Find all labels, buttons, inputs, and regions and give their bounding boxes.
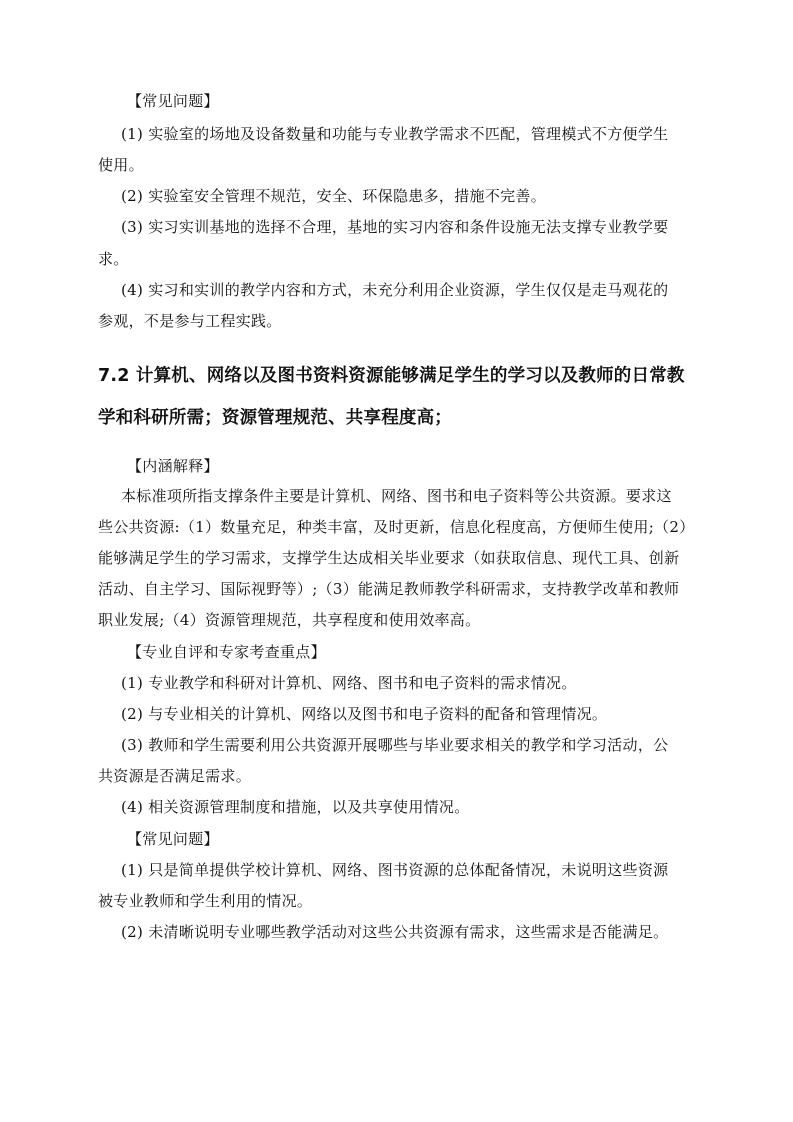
section-label-common-problems-2: 【常见问题】 — [127, 830, 219, 848]
problem2-item-1-line2: 被专业教师和学生利用的情况。 — [98, 892, 313, 910]
problem-item-3-line1: (3) 实习实训基地的选择不合理，基地的实习内容和条件设施无法支撑专业教学要 — [121, 218, 669, 236]
connotation-line-2: 些公共资源:（1）数量充足，种类丰富，及时更新，信息化程度高，方便师生使用;（2） — [98, 518, 695, 536]
focus-item-4: (4) 相关资源管理制度和措施，以及共享使用情况。 — [121, 798, 470, 816]
connotation-line-1: 本标准项所指支撑条件主要是计算机、网络、图书和电子资料等公共资源。要求这 — [121, 487, 672, 505]
connotation-line-4: 活动、自主学习、国际视野等）;（3）能满足教师教学科研需求，支持教学改革和教师 — [98, 580, 680, 598]
problem-item-4-line2: 参观，不是参与工程实践。 — [98, 312, 282, 330]
connotation-line-3: 能够满足学生的学习需求，支撑学生达成相关毕业要求（如获取信息、现代工具、创新 — [98, 549, 680, 567]
problem-item-1-line2: 使用。 — [98, 156, 144, 174]
problem-item-4-line1: (4) 实习和实训的教学内容和方式，未充分利用企业资源，学生仅仅是走马观花的 — [121, 281, 669, 299]
problem-item-3-line2: 求。 — [98, 250, 129, 268]
section-label-common-problems: 【常见问题】 — [127, 92, 219, 110]
focus-item-2: (2) 与专业相关的计算机、网络以及图书和电子资料的配备和管理情况。 — [121, 705, 608, 723]
section-heading-line1: 7.2 计算机、网络以及图书资料资源能够满足学生的学习以及教师的日常教 — [98, 366, 685, 386]
connotation-line-5: 职业发展;（4）资源管理规范，共享程度和使用效率高。 — [98, 611, 481, 629]
focus-item-3-line1: (3) 教师和学生需要利用公共资源开展哪些与毕业要求相关的教学和学习活动，公 — [121, 736, 669, 754]
section-label-connotation: 【内涵解释】 — [127, 457, 219, 475]
section-heading-line2: 学和科研所需；资源管理规范、共享程度高； — [98, 408, 452, 428]
problem-item-1-line1: (1) 实验室的场地及设备数量和功能与专业教学需求不匹配，管理模式不方便学生 — [121, 125, 669, 143]
problem-item-2: (2) 实验室安全管理不规范，安全、环保隐患多，措施不完善。 — [121, 187, 547, 205]
problem2-item-2: (2) 未清晰说明专业哪些教学活动对这些公共资源有需求，这些需求是否能满足。 — [121, 923, 669, 941]
section-label-review-focus: 【专业自评和专家考查重点】 — [127, 643, 326, 661]
focus-item-3-line2: 共资源是否满足需求。 — [98, 767, 252, 785]
focus-item-1: (1) 专业教学和科研对计算机、网络、图书和电子资料的需求情况。 — [121, 674, 577, 692]
problem2-item-1-line1: (1) 只是简单提供学校计算机、网络、图书资源的总体配备情况，未说明这些资源 — [121, 861, 669, 879]
